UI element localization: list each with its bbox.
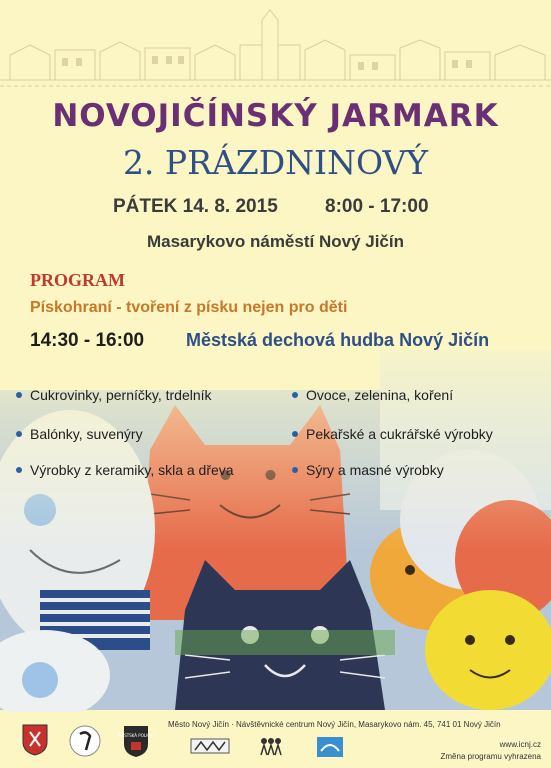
program-activity: Pískohraní - tvoření z písku nejen pro děti (30, 299, 348, 316)
offer-item: Ovoce, zelenina, koření (306, 387, 453, 403)
city-coat-of-arms-icon (22, 724, 48, 756)
bullet-icon (16, 431, 22, 437)
visitor-centre-logo-icon (68, 724, 102, 758)
town-skyline-illustration (0, 0, 551, 110)
program-heading: PROGRAM (30, 270, 125, 290)
website-link[interactable]: www.icnj.cz (499, 740, 541, 749)
offer-item: Cukrovinky, perníčky, trdelník (30, 387, 212, 403)
program-disclaimer: Změna programu vyhrazena (440, 752, 541, 761)
people-logo-icon (258, 736, 284, 756)
bullet-icon (292, 467, 298, 473)
partner-logo-icon (190, 736, 230, 756)
city-police-badge-icon (118, 724, 154, 758)
police-badge-text: MĚSTSKÁ POLICIE (118, 733, 154, 738)
bullet-icon (16, 467, 22, 473)
offer-item: Sýry a masné výrobky (306, 462, 444, 478)
event-date: PÁTEK 14. 8. 2015 (113, 196, 278, 217)
program-time: 14:30 - 16:00 (30, 330, 145, 351)
program-band: Městská dechová hudba Nový Jičín (186, 330, 490, 350)
offer-item: Balónky, suvenýry (30, 426, 143, 442)
tourism-logo-icon (316, 736, 344, 758)
event-subtitle: 2. PRÁZDNINOVÝ (122, 143, 429, 182)
organizer-info: Město Nový Jičín · Návštěvnické centrum Nový Jičín, Masarykovo nám. 45, 741 01 Nový Jičín (168, 720, 501, 729)
event-title: NOVOJIČÍNSKÝ JARMARK (52, 98, 499, 134)
bullet-icon (292, 431, 298, 437)
event-hours: 8:00 - 17:00 (325, 196, 429, 217)
bullet-icon (16, 392, 22, 398)
offer-item: Pekařské a cukrářské výrobky (306, 426, 493, 442)
footer (0, 712, 551, 768)
offer-item: Výrobky z keramiky, skla a dřeva (30, 462, 234, 478)
bullet-icon (292, 392, 298, 398)
event-venue: Masarykovo náměstí Nový Jičín (146, 232, 404, 251)
